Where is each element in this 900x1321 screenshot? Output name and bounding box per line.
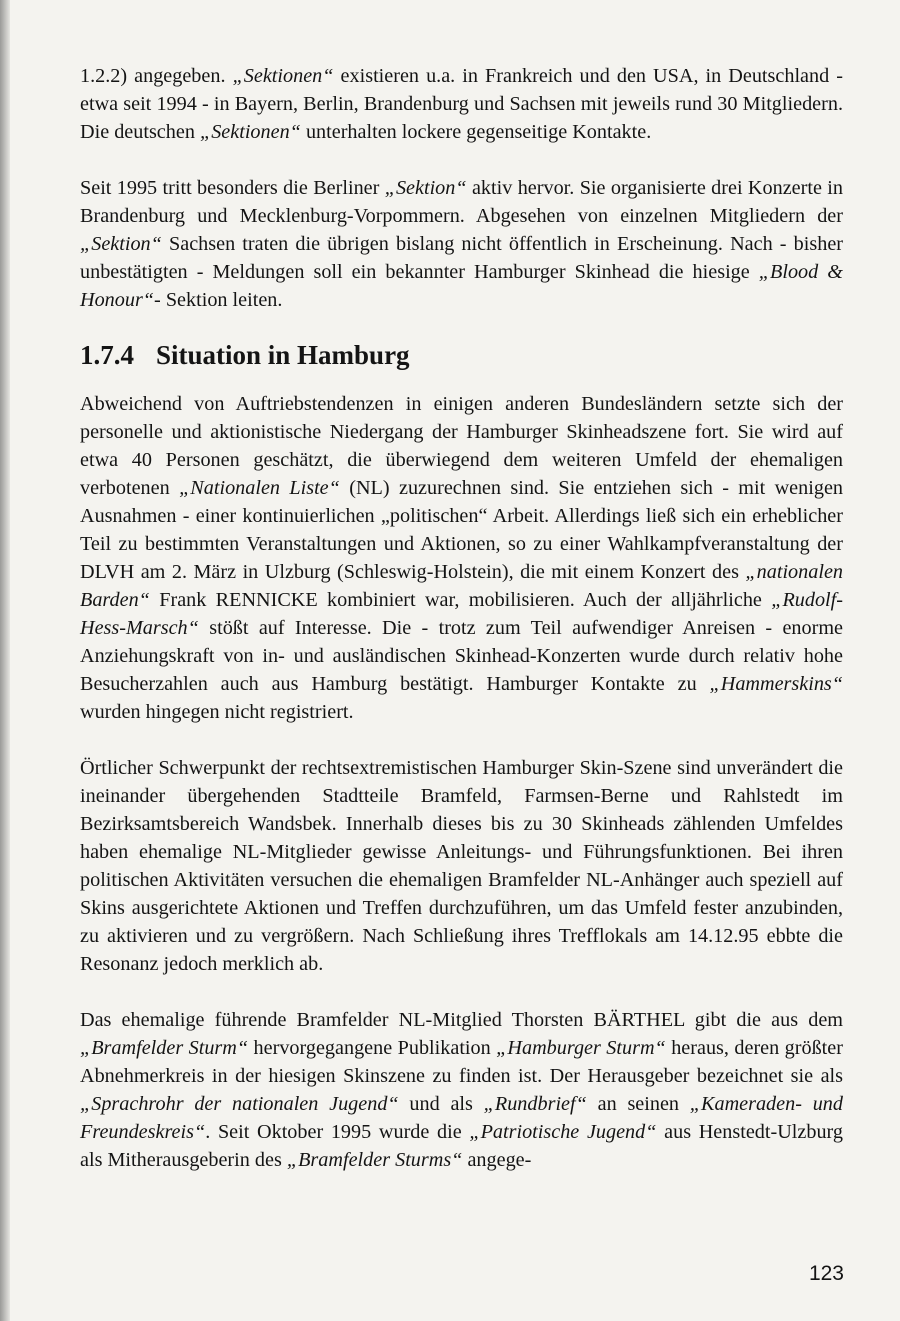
text-run: existieren u.a. in Frankreich und den USA, in Deutschland - etwa seit 1994 - in Bayern, Berlin, Brandenburg und Sachsen mit jeweils rund 30 Mitgliedern. Die deutschen [80,65,843,143]
text-run: Abweichend von Auftriebstendenzen in einigen anderen Bundesländern setzte sich der personelle und aktionistische Niedergang der Hamburger Skinheadszene fort. Sie wird auf etwa 40 Personen geschätzt, die überwiegend dem weiteren Umfeld der ehemaligen verbotenen [80,393,843,499]
text-run: Örtlicher Schwerpunkt der rechtsextremistischen Hamburger Skin-Szene sind unverändert die ineinander übergehenden Stadtteile Bramfeld, Farmsen-Berne und Rahlstedt im Bezirksamtsbereich Wandsbek. Innerhalb dieses bis zu 30 Skinheads zählenden Umfeldes haben ehemalige NL-Mitglieder gewisse Anleitungs- und Führungsfunktionen. Bei ihren politischen Aktivitäten versuchen die ehemaligen Bramfelder NL-Anhänger auch speziell auf Skins ausgerichtete Aktionen und Treffen durchzuführen, um das Umfeld fester anzubinden, zu aktivieren und zu vergrößern. Nach Schließung ihres Trefflokals am 14.12.95 ebbte die Resonanz jedoch merklich ab. [80,757,843,975]
page-content [80,62,843,1174]
paragraph-sektionen-intro [80,62,843,146]
text-run: und als [398,1093,484,1115]
text-run: Seit 1995 tritt besonders die Berliner [80,177,385,199]
text-run: 1.2.2) angegeben. [80,65,233,87]
quoted-title: „Sektion“ [384,177,467,199]
quoted-title: „nationalen Barden“ [80,561,843,611]
text-run: (NL) zuzurechnen sind. Sie entziehen sich - mit wenigen Ausnahmen - einer kontinuierlichen „politischen“ Arbeit. Allerdings ließ sich ein erheblicher Teil zu bestimmten Veranstaltungen und Aktionen, so zu einer Wahlkampfveranstaltung der DLVH am 2. März in Ulzburg (Schleswig-Holstein), die mit einem Konzert des [80,477,843,583]
text-run: heraus, deren größter Abnehmerkreis in der hiesigen Skinszene zu finden ist. Der Herausgeber bezeichnet sie als [80,1037,843,1087]
quoted-title: „Blood & Honour“ [80,261,843,311]
text-run: an seinen [586,1093,690,1115]
paragraph-hamburger-sturm [80,1006,843,1174]
text-run: Sachsen traten die übrigen bislang nicht öffentlich in Erscheinung. Nach - bisher unbestätigten - Meldungen soll ein bekannter Hamburger Skinhead die hiesige [80,233,843,283]
text-run: Das ehemalige führende Bramfelder NL-Mitglied Thorsten BÄRTHEL gibt die aus dem [80,1009,843,1031]
quoted-title: „Patriotische Jugend“ [469,1121,657,1143]
text-run: - Sektion leiten. [154,289,283,311]
text-run: hervorgegangene Publikation [248,1037,497,1059]
quoted-title: „Nationalen Liste“ [179,477,340,499]
page-left-edge [0,0,10,1321]
text-run: Frank RENNICKE kombiniert war, mobilisieren. Auch der alljährliche [149,589,772,611]
quoted-title: „Rundbrief“ [483,1093,587,1115]
quoted-title: „Hammerskins“ [709,673,843,695]
text-run: wurden hingegen nicht registriert. [80,701,354,723]
paragraph-hamburg-skinheads [80,390,843,726]
document-page [10,0,900,1321]
section-heading [80,338,843,372]
page-number: 123 [808,1262,844,1285]
quoted-title: „Bramfelder Sturms“ [286,1149,463,1171]
quoted-title: „Sektion“ [80,233,162,255]
text-run: . Seit Oktober 1995 wurde die [205,1121,470,1143]
section-title: Situation in Hamburg [156,340,410,370]
quoted-title: „Sektionen“ [232,65,334,87]
text-run: angege- [462,1149,532,1171]
quoted-title: „Sektionen“ [199,121,301,143]
paragraph-oertlicher-schwerpunkt [80,754,843,978]
paragraph-berlin-sektion [80,174,843,314]
text-run: aktiv hervor. Sie organisierte drei Konzerte in Brandenburg und Mecklenburg-Vorpommern. Abgesehen von einzelnen Mitgliedern der [80,177,843,227]
quoted-title: „Rudolf-Hess-Marsch“ [80,589,843,639]
text-run: unterhalten lockere gegenseitige Kontakte. [300,121,652,143]
text-run: stößt auf Interesse. Die - trotz zum Teil aufwendiger Anreisen - enorme Anziehungskraft von in- und ausländischen Skinhead-Konzerten wurde durch relativ hohe Besucherzahlen auch aus Hamburg bestätigt. Hamburger Kontakte zu [80,617,843,695]
section-number: 1.7.4 [80,340,134,370]
quoted-title: „Hamburger Sturm“ [496,1037,666,1059]
quoted-title: „Kameraden- und Freundeskreis“ [80,1093,843,1143]
quoted-title: „Sprachrohr der nationalen Jugend“ [80,1093,399,1115]
text-run: aus Henstedt-Ulzburg als Mitherausgeberin des [80,1121,843,1171]
quoted-title: „Bramfelder Sturm“ [80,1037,249,1059]
